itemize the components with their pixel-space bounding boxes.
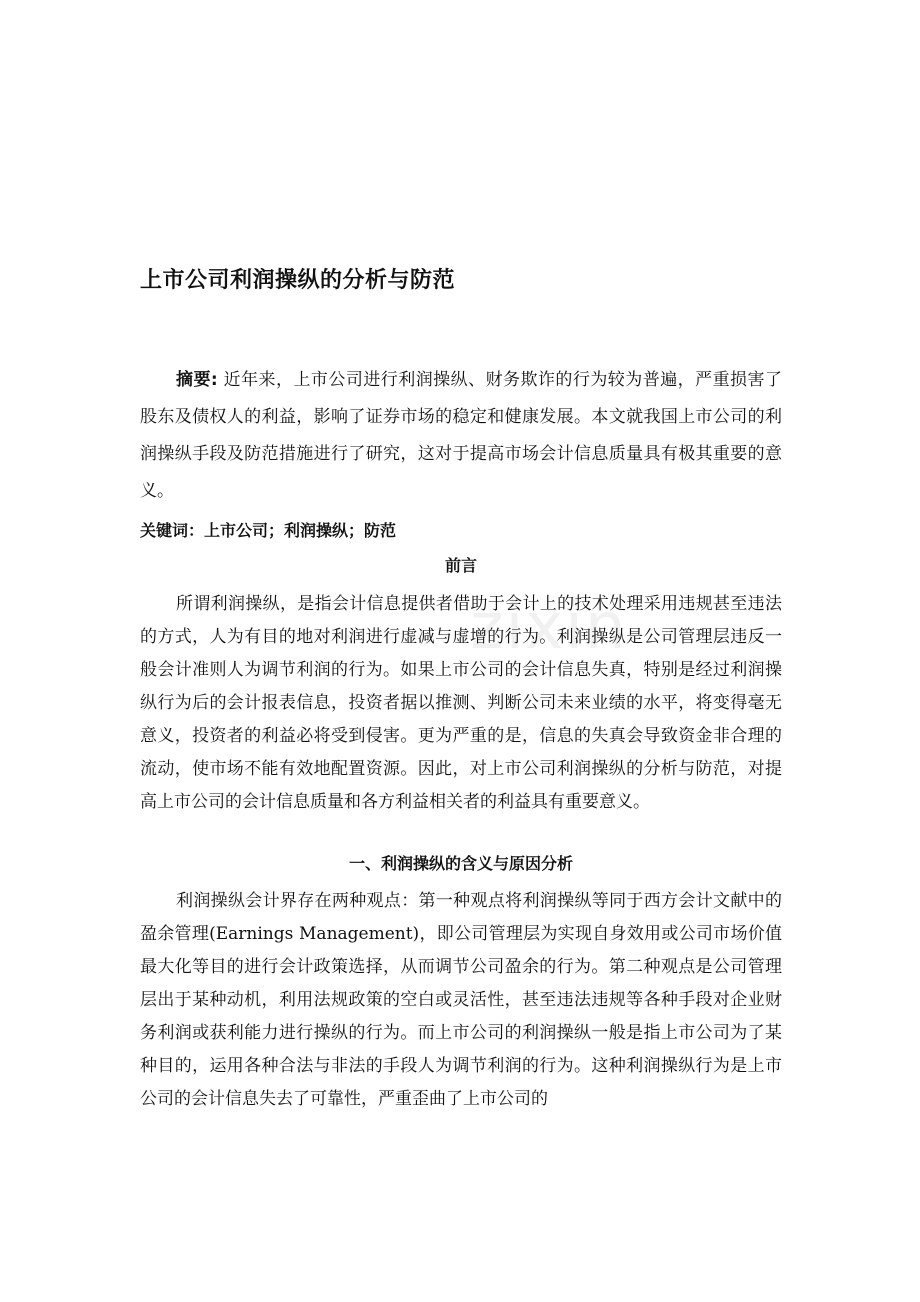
section-1-paragraph: 利润操纵会计界存在两种观点：第一种观点将利润操纵等同于西方会计文献中的盈余管理(Earnings Management)，即公司管理层为实现自身效用或公司市场价值最大化等目的进行会计政策选择，从而调节公司盈余的行为。第二种观点是公司管理层出于某种动机，利用法规政策的空白或灵活性，甚至违法违规等各种手段对企业财务利润或获利能力进行操纵的行为。而上市公司的利润操纵一般是指上市公司为了某种目的，运用各种合法与非法的手段人为调节利润的行为。这种利润操纵行为是上市公司的会计信息失去了可靠性，严重歪曲了上市公司的	[140, 891, 782, 1109]
section-heading-preface: 前言	[444, 556, 477, 575]
paper-title: 上市公司利润操纵的分析与防范	[140, 268, 456, 293]
abstract-label: 摘要:	[176, 370, 218, 390]
preface-paragraph: 所谓利润操纵，是指会计信息提供者借助于会计上的技术处理采用违规甚至违法的方式，人为有目的地对利润进行虚减与虚增的行为。利润操纵是公司管理层违反一般会计准则人为调节利润的行为。如果上市公司的会计信息失真，特别是经过利润操纵行为后的会计报表信息，投资者据以推测、判断公司未来业绩的水平，将变得毫无意义，投资者的利益必将受到侵害。更为严重的是，信息的失真会导致资金非合理的流动，使市场不能有效地配置资源。因此，对上市公司利润操纵的分析与防范，对提高上市公司的会计信息质量和各方利益相关者的利益具有重要意义。	[140, 594, 782, 812]
keywords: 关键词：上市公司；利润操纵；防范	[140, 521, 397, 540]
abstract-text: 近年来，上市公司进行利润操纵、财务欺诈的行为较为普遍，严重损害了股东及债权人的利益，影响了证券市场的稳定和健康发展。本文就我国上市公司的利润操纵手段及防范措施进行了研究，这对于提高市场会计信息质量具有极其重要的意义。	[140, 370, 782, 501]
watermark: zixin	[470, 590, 628, 664]
section-heading-1: 一、利润操纵的含义与原因分析	[348, 854, 573, 873]
abstract	[140, 362, 782, 510]
